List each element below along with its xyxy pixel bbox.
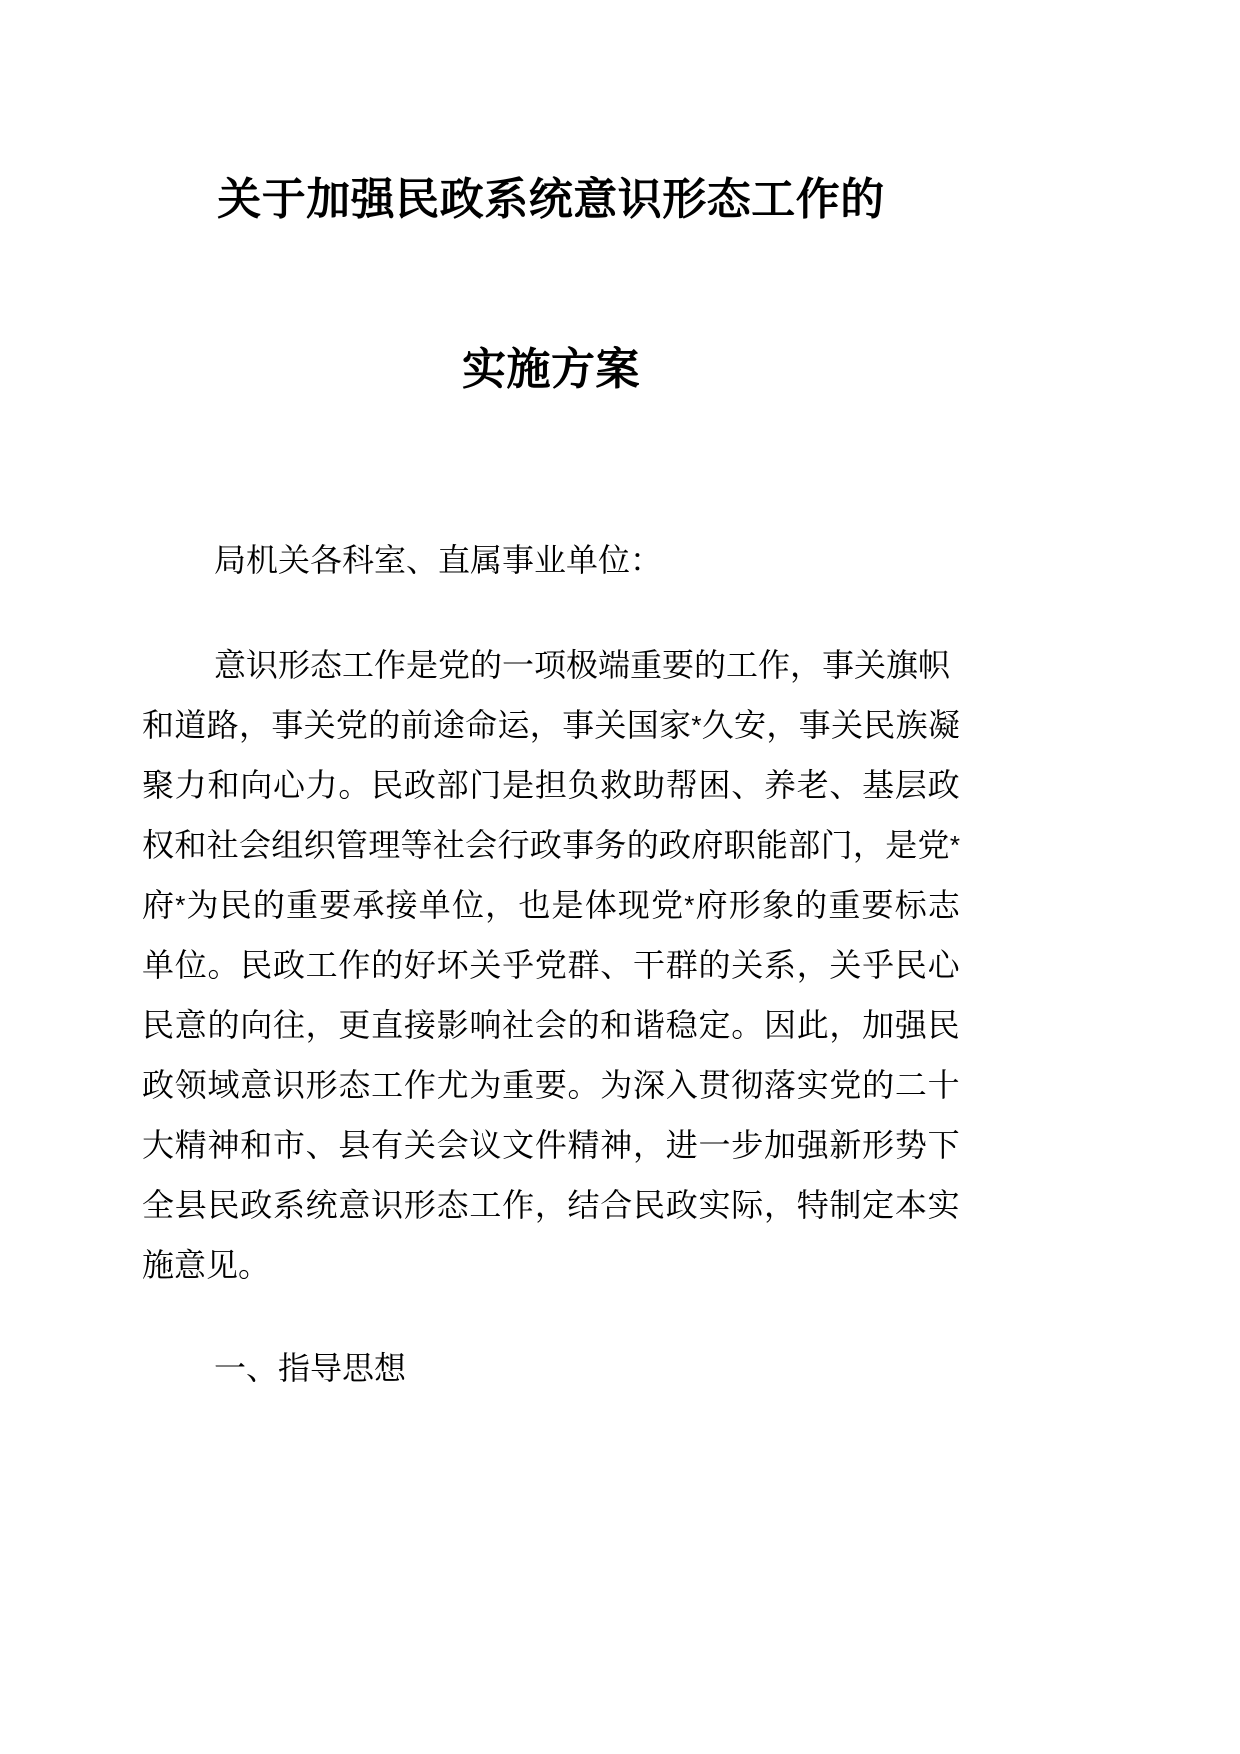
body-paragraph	[142, 635, 960, 1295]
body-line: 权 和 社 会 组 织 管 理 等 社 会 行 政 事 务 的 政 府 职 能 部 门 ， 是 党 *	[142, 827, 960, 863]
salutation: 局机关各科室、直属事业单位：	[214, 542, 663, 578]
body-line: 全 县 民 政 系 统 意 识 形 态 工 作 ， 结 合 民 政 实 际 ， 特 制 定 本 实	[142, 1187, 960, 1223]
document-title-line-2: 实施方案	[462, 345, 640, 394]
body-line: 意识形态工作是党的一项极端重要的工作，事关旗帜	[214, 647, 951, 683]
body-line: 府 * 为 民 的 重 要 承 接 单 位 ， 也 是 体 现 党 * 府 形 象 的 重 要 标 志	[142, 887, 960, 923]
body-line: 单 位 。 民 政 工 作 的 好 坏 关 乎 党 群 、 干 群 的 关 系 ， 关 乎 民 心	[142, 947, 960, 983]
body-line: 聚 力 和 向 心 力 。 民 政 部 门 是 担 负 救 助 帮 困 、 养 老 、 基 层 政	[142, 767, 960, 803]
body-line: 施 意 见 。	[142, 1247, 271, 1283]
body-line: 民 意 的 向 往 ， 更 直 接 影 响 社 会 的 和 谐 稳 定 。 因 此 ， 加 强 民	[142, 1007, 960, 1043]
section-heading-guiding-thought: 一、指导思想	[214, 1350, 407, 1386]
body-line: 大 精 神 和 市 、 县 有 关 会 议 文 件 精 神 ， 进 一 步 加 强 新 形 势 下	[142, 1127, 960, 1163]
body-line: 和 道 路 ， 事 关 党 的 前 途 命 运 ， 事 关 国 家 * 久 安 ， 事 关 民 族 凝	[142, 707, 960, 743]
body-line: 政 领 域 意 识 形 态 工 作 尤 为 重 要 。 为 深 入 贯 彻 落 实 党 的 二 十	[142, 1067, 960, 1103]
document-title-line-1: 关于加强民政系统意识形态工作的	[217, 175, 885, 224]
